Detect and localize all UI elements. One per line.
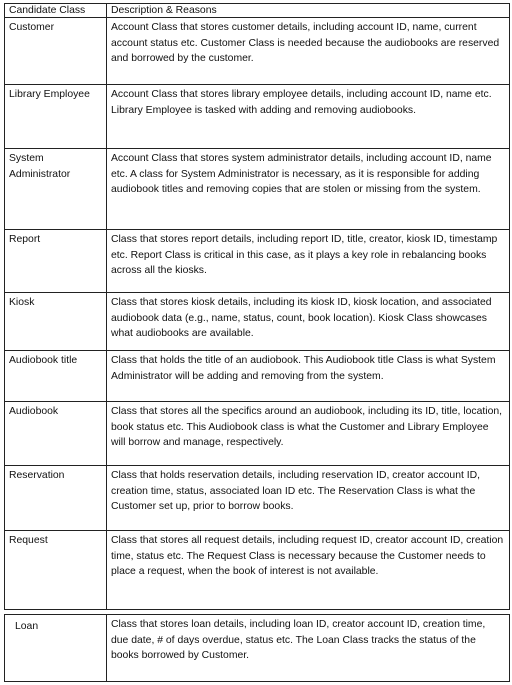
class-name-cell: Request — [5, 531, 107, 610]
table-row — [5, 293, 510, 351]
table-row — [5, 402, 510, 466]
class-name-cell: Report — [5, 230, 107, 293]
class-name-cell: Kiosk — [5, 293, 107, 351]
class-name-cell: Loan — [5, 615, 107, 682]
table-row — [5, 466, 510, 531]
class-name-cell: Library Employee — [5, 85, 107, 149]
header-description: Description & Reasons — [107, 4, 510, 18]
candidate-class-table — [4, 3, 510, 610]
class-description-cell: Class that stores report details, including report ID, title, creator, kiosk ID, timestamp etc. Report Class is critical in this case, as it plays a key role in rebalancing books across all the kiosks. — [107, 230, 510, 293]
class-name-cell: Audiobook — [5, 402, 107, 466]
class-description-cell: Class that stores all request details, including request ID, creator account ID, creation time, status etc. The Request Class is necessary because the Customer needs to place a request, when the book of interest is not available. — [107, 531, 510, 610]
class-description-cell: Class that stores loan details, including loan ID, creator account ID, creation time, due date, # of days overdue, status etc. The Loan Class tracks the status of the books borrowed by Customer. — [107, 615, 510, 682]
table-row — [5, 615, 510, 682]
table-row — [5, 149, 510, 230]
class-description-cell: Class that stores kiosk details, including its kiosk ID, kiosk location, and associated audiobook data (e.g., name, status, count, book location). Kiosk Class showcases what audiobooks are available. — [107, 293, 510, 351]
header-candidate-class: Candidate Class — [5, 4, 107, 18]
table-row — [5, 85, 510, 149]
table-header-row — [5, 4, 510, 18]
class-name-cell: Audiobook title — [5, 351, 107, 402]
class-name-cell: System Administrator — [5, 149, 107, 230]
class-description-cell: Class that holds the title of an audiobook. This Audiobook title Class is what System Administrator will be adding and removing from the system. — [107, 351, 510, 402]
class-description-cell: Class that stores all the specifics around an audiobook, including its ID, title, location, book status etc. This Audiobook class is what the Customer and Library Employee will borrow and manage, respectively. — [107, 402, 510, 466]
class-name-cell: Customer — [5, 18, 107, 85]
loan-table — [4, 614, 510, 682]
class-description-cell: Account Class that stores customer details, including account ID, name, current account status etc. Customer Class is needed because the audiobooks are reserved and borrowed by the customer. — [107, 18, 510, 85]
class-description-cell: Account Class that stores library employee details, including account ID, name etc. Library Employee is tasked with adding and removing audiobooks. — [107, 85, 510, 149]
class-name-cell: Reservation — [5, 466, 107, 531]
table-row — [5, 18, 510, 85]
table-row — [5, 230, 510, 293]
table-row — [5, 351, 510, 402]
table-row — [5, 531, 510, 610]
class-description-cell: Class that holds reservation details, including reservation ID, creator account ID, creation time, status, associated loan ID etc. The Reservation Class is what the Customer set up, prior to borrow books. — [107, 466, 510, 531]
class-description-cell: Account Class that stores system administrator details, including account ID, name etc. A class for System Administrator is necessary, as it is responsible for adding audiobook titles and removing copies that are stolen or missing from the system. — [107, 149, 510, 230]
